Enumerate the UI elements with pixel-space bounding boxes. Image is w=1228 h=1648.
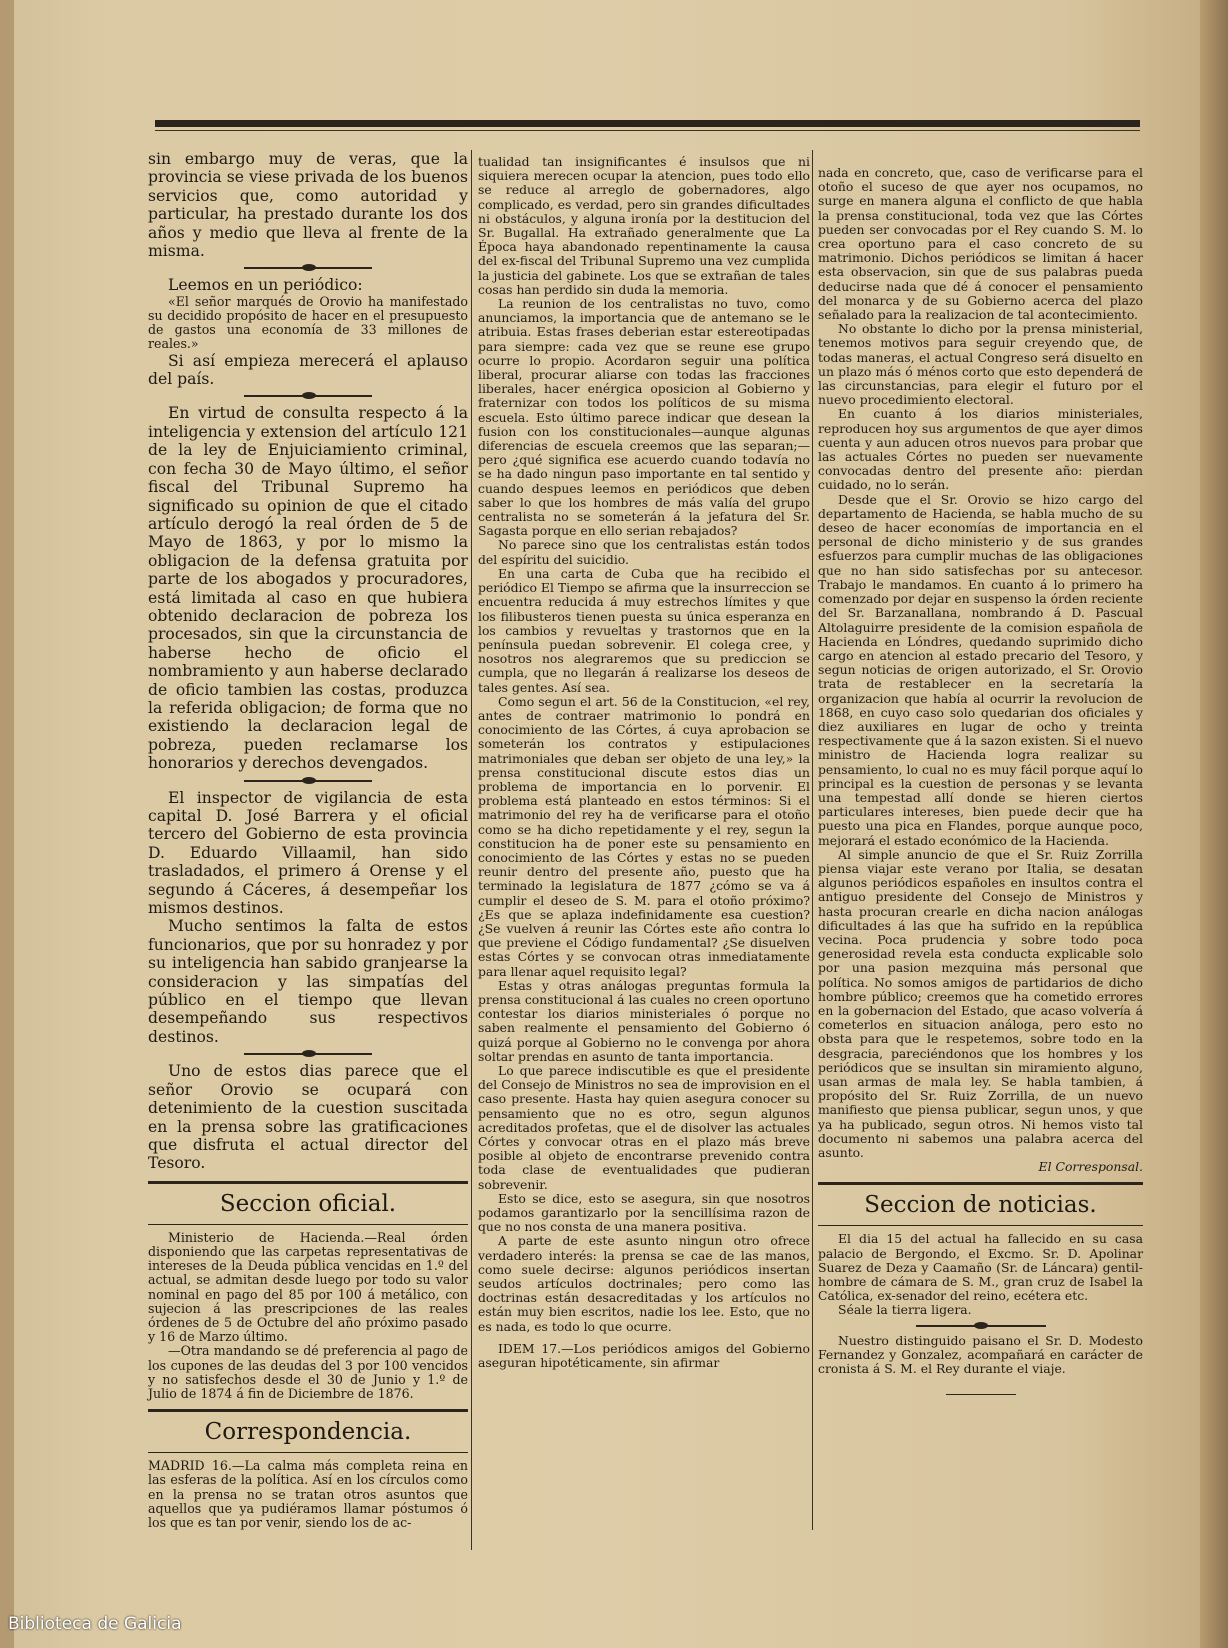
article-paragraph: Lo que parece indiscutible es que el presidente del Consejo de Ministros no sea de improvision en el caso presente. Hasta hay quien asegura conocer su pensamiento que no es otro, segun algunos acreditados profetas, que el de disolver las actuales Córtes y convocar otras en el plazo más breve posible al objeto de encontrarse prevenido contra toda clase de eventualidades que pudieran sobrevenir.: [478, 1063, 810, 1192]
article-paragraph: Uno de estos dias parece que el señor Orovio se ocupará con detenimiento de la cuestion suscitada en la prensa sobre las gratificaciones que disfruta el actual director del Tesoro.: [148, 1062, 468, 1173]
news-item: El dia 15 del actual ha fallecido en su casa palacio de Bergondo, el Excmo. Sr. D. Apolinar Suarez de Deza y Caamaño (Sr. de Láncara) gentil-hombre de cámara de S. M., gran cruz de Isabel la Católica, ex-senador del reino, ecétera etc.: [818, 1231, 1143, 1304]
article-paragraph: MADRID 16.—La calma más completa reina en las esferas de la política. Así en los círculos como en la prensa no se tratan otros asuntos que aquellos que ya pudiéramos llamar póstumos ó los que es tan por venir, siendo los de ac-: [148, 1458, 468, 1530]
article-paragraph: En cuanto á los diarios ministeriales, reproducen hoy sus argumentos de que ayer dimos cuenta y aun aducen otros nuevos para probar que las actuales Córtes no pueden ser nuevamente convocadas dentro del presente año: pierdan cuidado, no lo serán.: [818, 406, 1143, 493]
section-rule: [148, 1452, 468, 1453]
section-rule: [818, 1182, 1143, 1185]
quoted-text: «El señor marqués de Orovio ha manifestado su decidido propósito de hacer en el presupuesto de gastos una economía de 33 millones de reales.»: [148, 293, 468, 352]
article-paragraph: sin embargo muy de veras, que la provincia se viese privada de los buenos servicios que, como autoridad y particular, ha prestado durante los dos años y medio que lleva al frente de la misma.: [148, 150, 468, 261]
section-rule: [148, 1409, 468, 1412]
article-paragraph: A parte de este asunto ningun otro ofrece verdadero interés: la prensa se cae de las manos, como suele decirse: algunos periódicos insertan seudos artículos doctrinales; pero como las doctrinas están desacreditadas y los artículos no están muy bien escritos, nadie los lee. Esto, que no es nada, es todo lo que ocurre.: [478, 1233, 810, 1334]
ornament-divider: [148, 388, 468, 404]
article-paragraph: Mucho sentimos la falta de estos funcionarios, que por su honradez y por su inteligencia han sabido granjearse la consideracion y las simpatías del público en el tiempo que llevan desempeñando sus respectivos destinos.: [148, 917, 468, 1046]
article-paragraph: tualidad tan insignificantes é insulsos que ni siquiera merecen ocupar la atencion, pues todo ello se reduce al arreglo de gobernadores, algo complicado, es verdad, pero sin grandes dificultades ni obstáculos, y alguna ironía por la destitucion del Sr. Bugallal. Ha extrañado generalmente que La Época haya abandonado repentinamente la causa del ex-fiscal del Tribunal Supremo una vez cumplida la justicia del gabinete. Los que se extrañan de tales cosas han perdido sin duda la memoria.: [478, 154, 810, 297]
article-paragraph: El inspector de vigilancia de esta capital D. José Barrera y el oficial tercero del Gobierno de esta provincia D. Eduardo Villaamil, han sido trasladados, el primero á Orense y el segundo á Cáceres, á desempeñar los mismos destinos.: [148, 788, 468, 918]
section-rule: [818, 1225, 1143, 1226]
article-paragraph: Leemos en un periódico:: [168, 276, 363, 295]
article-paragraph: nada en concreto, que, caso de verificarse para el otoño el suceso de que ayer nos ocupamos, no surge en manera alguna el conflicto de que habla la prensa constitucional, toda vez que las Córtes pueden ser convocadas por el Rey cuando S. M. lo crea oportuno para el caso concreto de su matrimonio. Dichos periódicos se limitan á hacer esta observacion, sin que de sus palabras pueda deducirse nada que dé á conocer el pensamiento del monarca y de su Gobierno acerca del plazo señalado para la realizacion de tal acontecimiento.: [818, 165, 1143, 323]
news-item: Séale la tierra ligera.: [838, 1302, 972, 1318]
ornament-divider: [818, 1318, 1143, 1334]
article-paragraph: No obstante lo dicho por la prensa ministerial, tenemos motivos para seguir creyendo que, de todas maneras, el actual Congreso será disuelto en un plazo más ó ménos corto que esto dependerá de las circunstancias, para elegir el futuro por el nuevo procedimiento electoral.: [818, 321, 1143, 408]
article-paragraph: Ministerio de Hacienda.—Real órden disponiendo que las carpetas representativas de intereses de la Deuda pública vencidas en 1.º del actual, se admitan desde luego por todo su valor nominal en pago del 85 por 100 á metálico, con sujecion á las prescripciones de las reales órdenes de 5 de Octubre del año próximo pasado y 16 de Marzo último.: [148, 1229, 468, 1345]
article-paragraph: Estas y otras análogas preguntas formula la prensa constitucional á las cuales no creen oportuno contestar los diarios ministeriales ó porque no saben realmente el pensamiento del Gobierno ó quizá porque al Gobierno no le convenga por ahora soltar prendas en asunto de tanta importancia.: [478, 977, 810, 1064]
news-item: Nuestro distinguido paisano el Sr. D. Modesto Fernandez y Gonzalez, acompañará en carácter de cronista á S. M. el Rey durante el viaje.: [818, 1332, 1143, 1377]
ornament-divider: [148, 1046, 468, 1062]
article-paragraph: Si así empieza merecerá el aplauso del país.: [148, 351, 468, 389]
column-1: [148, 150, 468, 1530]
ornament-divider: [148, 773, 468, 789]
article-paragraph: —Otra mandando se dé preferencia al pago de los cupones de las deudas del 3 por 100 vencidos y no satisfechos desde el 30 de Junio y 1.º de Julio de 1874 á fin de Diciembre de 1876.: [148, 1343, 468, 1401]
article-paragraph: Esto se dice, esto se asegura, sin que nosotros podamos garantizarlo por la sencillísima razon de que no nos consta de una manera positiva.: [478, 1190, 810, 1235]
section-rule: [148, 1224, 468, 1225]
column-divider-right: [812, 150, 813, 1530]
article-paragraph: La reunion de los centralistas no tuvo, como anunciamos, la importancia que de antemano se le atribuia. Estas frases deberian estar estereotipadas para siempre: cada vez que se reune ese grupo ocurre lo propio. Acordaron seguir una política liberal, procurar aliarse con todas las fracciones liberales, hacer enérgica oposicion al Gobierno y fraternizar con todos los políticos de su misma escuela. Esto último parece indicar que desean la fusion con los constitucionales—aunque algunas diferencias de escuela creemos que las separan;—pero ¿qué significa ese acuerdo cuando todavía no se ha dado ningun paso importante en tal sentido y cuando despues leemos en periódicos que deben saber lo que los hombres de más valía del grupo centralista no se someterán á la jefatura del Sr. Sagasta porque en ello serian rebajados?: [478, 296, 810, 539]
end-rule: [946, 1394, 1016, 1395]
section-rule: [148, 1181, 468, 1184]
header-rule-thin: [155, 130, 1140, 131]
article-paragraph: Como segun el art. 56 de la Constitucion, «el rey, antes de contraer matrimonio lo pondrá en conocimiento de las Córtes, á cuya aprobacion se someterán los contratos y estipulaciones matrimoniales que deban ser objeto de una ley,» la prensa constitucional discute estos dias un problema de importancia en lo porvenir. El problema está planteado en estos términos: Si el matrimonio del rey ha de verificarse para el otoño como se ha dicho repetidamente y el rey, segun la constitucion ha de poner este su pensamiento en conocimiento de las Córtes y estas no se pueden reunir dentro del presente año, puesto que ha terminado la legislatura de 1877 ¿cómo se va á cumplir el deseo de S. M. para el otoño próximo? ¿Es que se aplaza indefinidamente esa cuestion? ¿Se vuelven á reunir las Córtes este año contra lo que previene el Código fundamental? ¿Se disuelven estas Córtes y se convocan otras inmediatamente para llenar aquel requisito legal?: [478, 693, 810, 979]
header-rule: [155, 120, 1140, 127]
correspondent-signature: El Corresponsal.: [1038, 1159, 1143, 1175]
ornament-divider: [148, 260, 468, 276]
column-3: [818, 166, 1143, 1395]
section-heading: Seccion oficial.: [219, 1190, 397, 1217]
article-paragraph: No parece sino que los centralistas están todos del espíritu del suicidio.: [478, 537, 810, 567]
article-paragraph: Al simple anuncio de que el Sr. Ruiz Zorrilla piensa viajar este verano por Italia, se desatan algunos periódicos españoles en insultos contra el antiguo presidente del Consejo de Ministros y hasta procuran crearle en dicha nacion análogas dificultades á las que ha sufrido en la república vecina. Poca prudencia y sobre todo poca generosidad revela esta conducta explicable solo por una pasion mezquina más personal que política. No somos amigos de partidarios de dicho hombre público; creemos que ha cometido errores en la gobernacion del Estado, que acaso volvería á cometerlos en situacion análoga, pero esto no obsta para que le respetemos, sobre todo en la desgracia, pareciéndonos que los hombres y los periódicos que se insultan sin miramiento alguno, usan armas de mala ley. Se habla tambien, á propósito del Sr. Ruiz Zorrilla, de un nuevo manifiesto que piensa publicar, segun unos, y que ya ha publicado, segun otros. Ni hemos visto tal documento ni sabemos una palabra acerca del asunto.: [818, 846, 1143, 1161]
column-2: [478, 155, 810, 1370]
column-divider-left: [471, 150, 472, 1550]
article-paragraph: En una carta de Cuba que ha recibido el periódico El Tiempo se afirma que la insurreccion se encuentra reducida á muy estrechos límites y que los filibusteros tienen puesta su única esperanza en los cambios y revueltas y trastornos que en la península puedan sobrevenir. El colega cree, y nosotros nos alegraremos que su prediccion se cumpla, que no llegarán á realizarse los deseos de tales gentes. Así sea.: [478, 565, 810, 695]
library-watermark: Biblioteca de Galicia: [8, 1614, 182, 1634]
article-paragraph: En virtud de consulta respecto á la inteligencia y extension del artículo 121 de la ley de Enjuiciamiento criminal, con fecha 30 de Mayo último, el señor fiscal del Tribunal Supremo ha significado su opinion de que el citado artículo derogó la real órden de 5 de Mayo de 1863, y por lo mismo la obligacion de la defensa gratuita por parte de los abogados y procuradores, está limitada al caso en que hubiera obtenido declaracion de pobreza los procesados, sin que la circunstancia de haberse hecho de oficio el nombramiento y aun haberse declarado de oficio tambien las costas, produzca la referida obligacion; de forma que no existiendo la declaracion legal de pobreza, pueden reclamarse los honorarios y derechos devengados.: [148, 404, 468, 773]
page-fold-edge: [1200, 0, 1228, 1648]
section-heading: Seccion de noticias.: [864, 1192, 1097, 1219]
article-paragraph: IDEM 17.—Los periódicos amigos del Gobierno aseguran hipotéticamente, sin afirmar: [478, 1340, 810, 1371]
section-heading: Correspondencia.: [204, 1419, 412, 1446]
article-paragraph: Desde que el Sr. Orovio se hizo cargo del departamento de Hacienda, se habla mucho de su deseo de hacer economías de importancia en el personal de dicho ministerio y de sus grandes esfuerzos para cumplir muchas de las obligaciones que no han sido satisfechas por su antecesor. Trabajo le mandamos. En cuanto á lo primero ha comenzado por dejar en suspenso la órden reciente del Sr. Barzanallana, nombrando á D. Pascual Altolaguirre presidente de la comision española de Hacienda en Lóndres, quedando suprimido dicho cargo en atencion al estado precario del Tesoro, y segun noticias de origen autorizado, el Sr. Orovio trata de restablecer en la secretaría la organizacion que había al ocurrir la revolucion de 1868, en cuyo caso solo quedarian dos oficiales y diez auxiliares en lugar de ocho y treinta respectivamente que á la sazon existen. Si el nuevo ministro de Hacienda logra realizar su pensamiento, lo cual no es muy fácil porque aquí lo principal es la cuestion de personas y se levanta una tempestad allí donde se hieren ciertos particulares intereses, bien puede decir que ha puesto una pica en Flandes, porque aunque poco, mejorará el estado económico de la Hacienda.: [818, 491, 1143, 848]
